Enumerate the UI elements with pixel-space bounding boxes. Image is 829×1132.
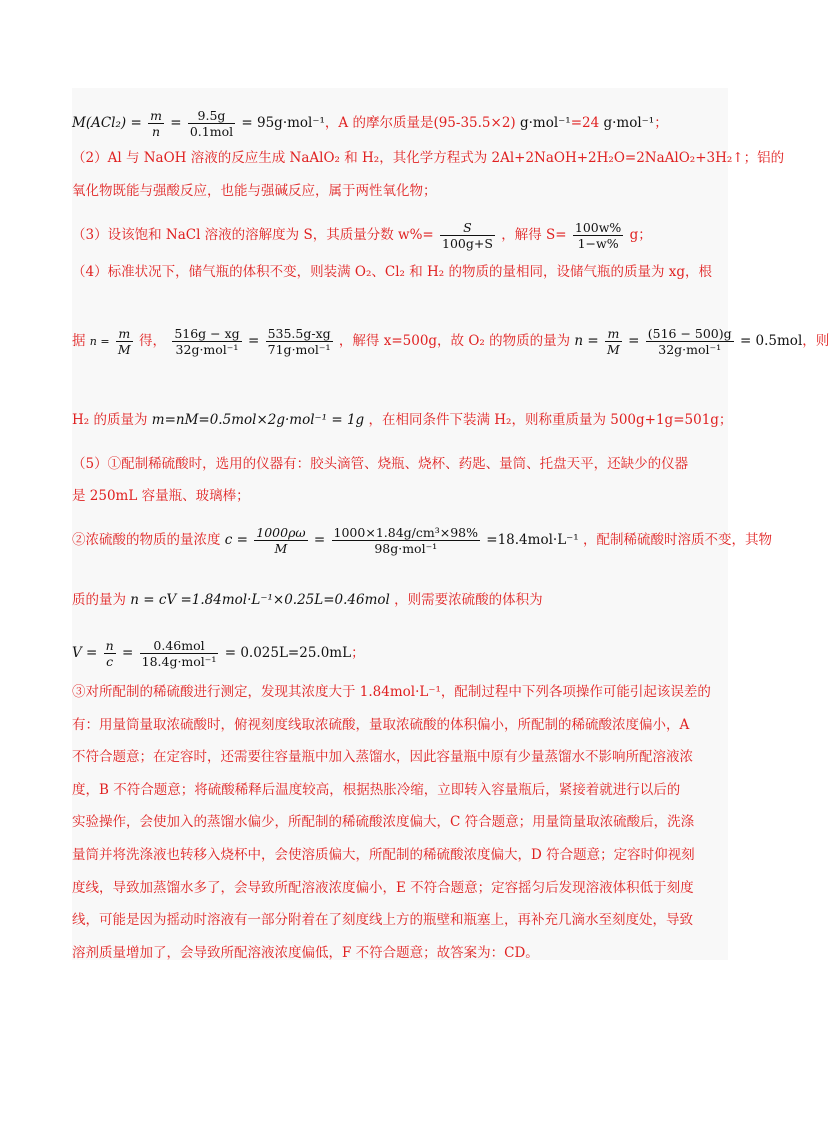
part3-solubility-line: （3）设该饱和 NaCl 溶液的溶解度为 S，其质量分数 w%= $\frac{S}{100g+S}$ ，解得 S= $\frac{100w\%}{1-w\%}$ g； [72,220,652,251]
molar-mass-result: = 95g·mol⁻¹ [241,115,325,131]
paragraph-line: 有：用量筒量取浓硫酸时，俯视刻度线取浓硫酸，量取浓硫酸的体积偏小，所配制的稀硫酸浓度偏小，A [72,716,690,733]
paragraph-line: ③对所配制的稀硫酸进行测定，发现其浓度大于 1.84mol·L⁻¹，配制过程中下列各项操作可能引起该误差的 [72,684,711,700]
fraction-m-over-M: $\frac{m}{M}$ [117,326,131,357]
paragraph-line: 度，B 不符合题意；将硫酸稀释后温度较高，根据热胀冷缩，立即转入容量瓶后，紧接着就进行以后的 [72,781,681,798]
hydrogen-mass-formula: m=nM=0.5mol×2g·mol⁻¹ = 1g [151,412,365,428]
paragraph-line: 实验操作，会使加入的蒸馏水偏少，所配制的稀硫酸浓度偏大，C 符合题意；用量筒量取浓硫酸后，洗涤 [72,814,695,831]
fraction-concentration-calc: $\frac{\text{1000×1.84g/cm³×98\%}}{\text{98g·mol⁻¹}}$ [333,525,478,556]
paragraph-line: 量筒并将洗涤液也转移入烧杯中，会使溶质偏大，所配制的稀硫酸浓度偏大，D 符合题意；定容时仰视刻 [72,846,695,863]
paragraph-line: 度线，导致加蒸馏水多了，会导致所配溶液浓度偏小，E 不符合题意；定容摇匀后发现溶液体积低于刻度 [72,879,694,896]
part5-concentration-line: ②浓硫酸的物质的量浓度 c = $\frac{1000\rho\omega}{M}$ = $\frac{\text{1000×1.84g/cm³×98\%}}{\text{98g·mol⁻¹}}$ =18.4mol·L⁻¹ ，配制稀硫酸时溶质不变，其物 [72,525,772,556]
fraction-density-formula: $\frac{1000\rho\omega}{M}$ [256,525,306,556]
solute-moles-formula: n = cV =1.84mol·L⁻¹×0.25L=0.46mol [130,592,390,608]
part4-line-1: （4）标准状况下，储气瓶的体积不变，则装满 O₂、Cl₂ 和 H₂ 的物质的量相同，设储气瓶的质量为 xg，根 [72,264,713,280]
part5-error-analysis [72,676,728,969]
paragraph-line: 溶剂质量增加了，会导致所配溶液浓度偏低，F 不符合题意；故答案为：CD。 [72,944,539,961]
part5-volume-line: V = $\frac{n}{c}$ = $\frac{\text{0.46mol}}{\text{18.4g·mol⁻¹}}$ = 0.025L=25.0mL； [72,638,365,669]
fraction-n-over-c: $\frac{n}{c}$ [105,638,114,669]
part2-line-1: （2）Al 与 NaOH 溶液的反应生成 NaAlO₂ 和 H₂，其化学方程式为 2Al+2NaOH+2H₂O=2NaAlO₂+3H₂↑；铝的 [72,150,785,166]
fraction-m-over-M-2: $\frac{m}{M}$ [607,326,620,357]
part4-line-3: H₂ 的质量为 m=nM=0.5mol×2g·mol⁻¹ = 1g ，在相同条件下装满 H₂，则称重质量为 500g+1g=501g； [72,412,733,428]
part2-line-2: 氧化物既能与强酸反应，也能与强碱反应，属于两性氧化物； [72,183,437,199]
part4-line-2: 据 n = $\frac{m}{M}$ 得， $\frac{516g - xg}{\text{32g·mol⁻¹}}$ = $\frac{535.5g-xg}{\text{71g·mol⁻¹}}$ ，解得 x=500g，故 O₂ 的物质的量为 n = $\frac{m}{M}$ = $\frac{(516 - 500)g}{\text{32g·mol⁻¹}}$ = 0.5mol，则 [72,326,829,357]
fraction-volume-calc: $\frac{\text{0.46mol}}{\text{18.4g·mol⁻¹}}$ [141,638,217,669]
paragraph-line: 不符合题意；在定容时，还需要往容量瓶中加入蒸馏水，因此容量瓶中原有少量蒸馏水不影响所配溶液浓 [72,749,693,766]
fraction-mass-over-mol: $\frac{9.5g}{\text{0.1mol}}$ [189,108,234,139]
part5-solute-line: 质的量为 n = cV =1.84mol·L⁻¹×0.25L=0.46mol ，则需要浓硫酸的体积为 [72,592,543,608]
molar-mass-a-text: ，A 的摩尔质量是(95-35.5×2) [324,115,516,131]
fraction-m-over-n: $\frac{m}{n}$ [150,108,162,139]
fraction-oxygen-moles: $\frac{(516 - 500)g}{\text{32g·mol⁻¹}}$ [647,326,732,357]
part1-molar-mass-line: M(ACl₂) = $\frac{m}{n}$ = $\frac{9.5g}{\text{0.1mol}}$ = 95g·mol⁻¹，A 的摩尔质量是(95-35.5×2) g·mol⁻¹=24 g·mol⁻¹； [72,108,668,139]
fraction-w-percent: $\frac{100w\%}{1-w\%}$ [574,220,622,251]
molar-mass-formula: M(ACl₂) = [72,115,142,131]
fraction-oxygen-mass: $\frac{516g - xg}{\text{32g·mol⁻¹}}$ [174,326,240,357]
fraction-s-over-total: $\frac{S}{100g+S}$ [442,220,493,251]
fraction-chlorine-mass: $\frac{535.5g-xg}{\text{71g·mol⁻¹}}$ [267,326,331,357]
part5-line-1: （5）①配制稀硫酸时，选用的仪器有：胶头滴管、烧瓶、烧杯、药匙、量筒、托盘天平，还缺少的仪器 [72,456,689,472]
paragraph-line: 线，可能是因为摇动时溶液有一部分附着在了刻度线上方的瓶壁和瓶塞上，再补充几滴水至刻度处，导致 [72,912,693,929]
part5-line-2: 是 250mL 容量瓶、玻璃棒； [72,488,250,504]
